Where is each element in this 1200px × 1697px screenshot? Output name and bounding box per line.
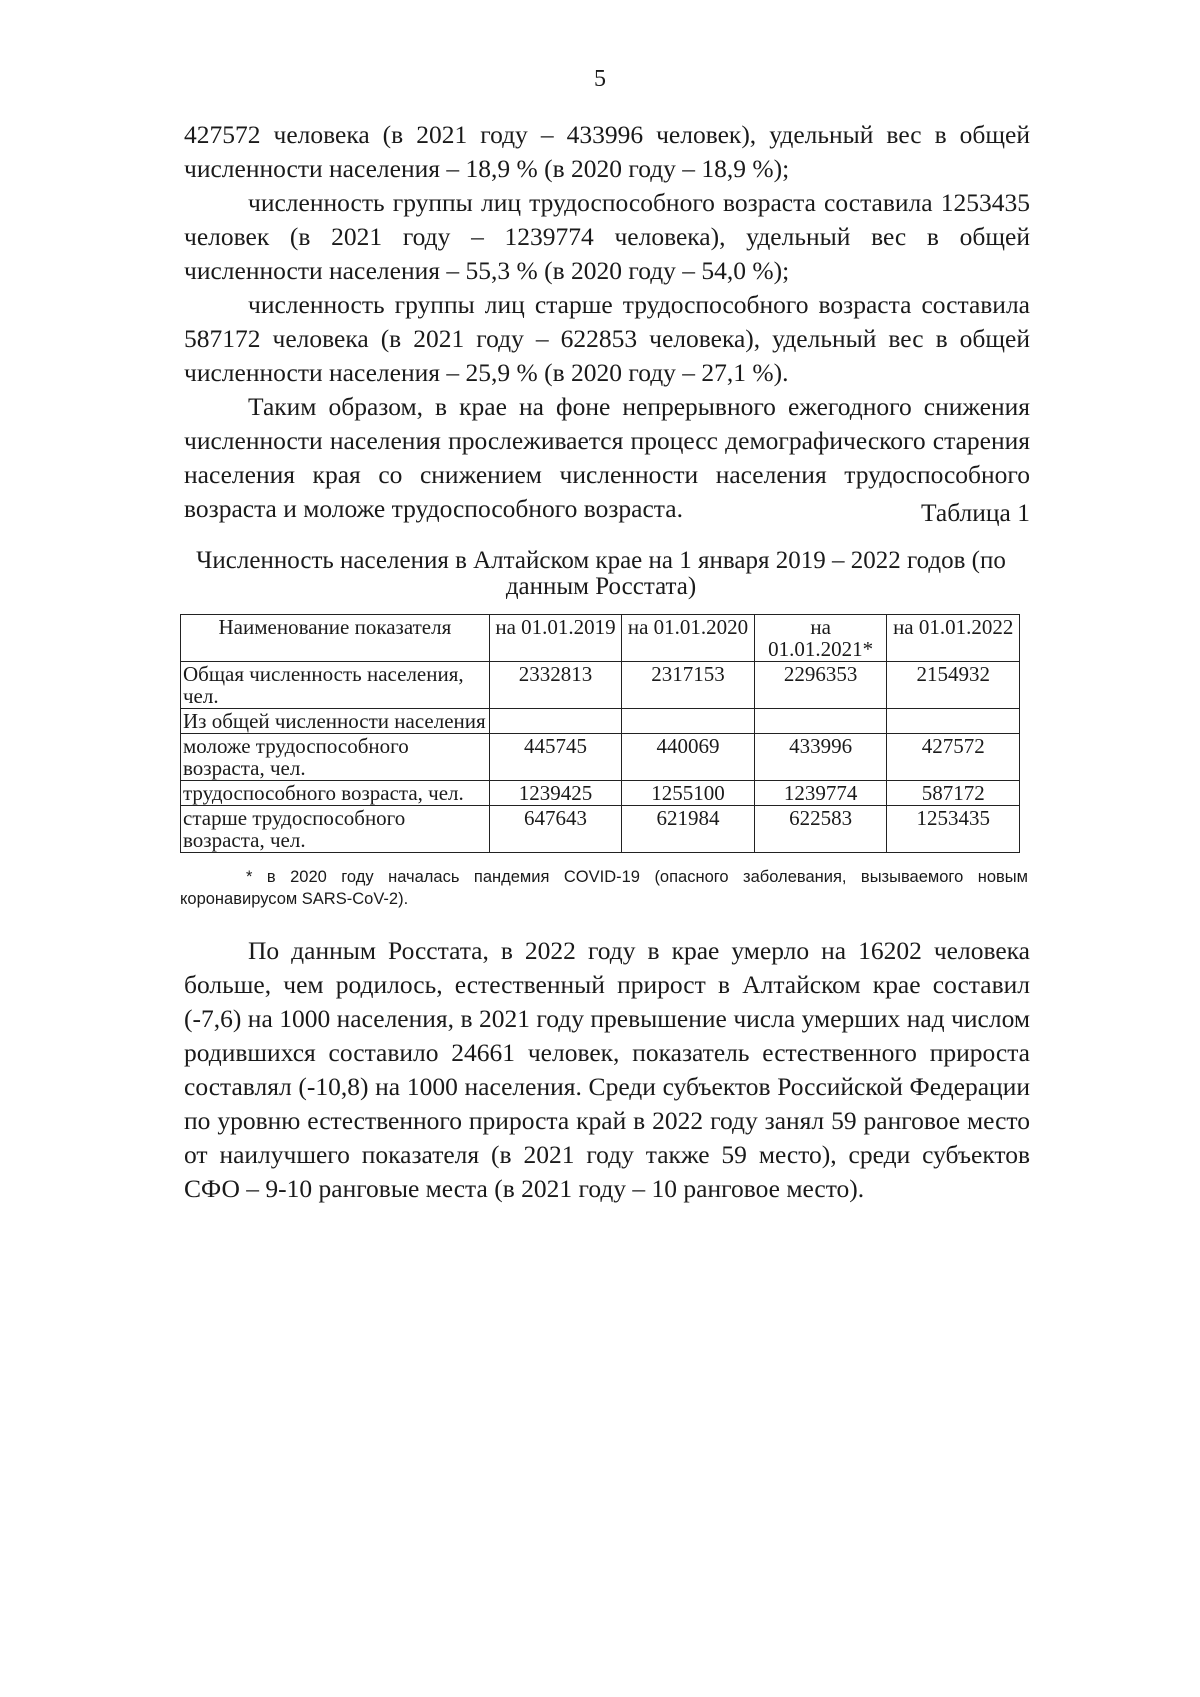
table-row bbox=[181, 709, 1020, 734]
body-text-top bbox=[184, 118, 1030, 526]
row-label: Общая численность населения, чел. bbox=[181, 662, 490, 709]
cell-value: 440069 bbox=[622, 734, 755, 781]
page-number: 5 bbox=[594, 66, 606, 92]
table-row bbox=[181, 662, 1020, 709]
table-title: Численность населения в Алтайском крае на 1 января 2019 – 2022 годов (по данным Росстата) bbox=[196, 547, 1006, 600]
paragraph-youth-count: 427572 человека (в 2021 году – 433996 человек), удельный вес в общей численности населения – 18,9 % (в 2020 году – 18,9 %); bbox=[184, 120, 1030, 183]
paragraph-older-age: численность группы лиц старше трудоспособного возраста составила 587172 человека (в 2021 году – 622853 человека), удельный вес в общей численности населения – 25,9 % (в 2020 году – 27,1 %). bbox=[184, 290, 1030, 387]
table-label: Таблица 1 bbox=[920, 498, 1030, 527]
table-row bbox=[181, 806, 1020, 853]
cell-value: 433996 bbox=[754, 734, 887, 781]
table-row bbox=[181, 734, 1020, 781]
body-text-bottom bbox=[184, 934, 1030, 1206]
table-footnote: * в 2020 году началась пандемия COVID-19 (опасного заболевания, вызываемого новым коронавирусом SARS-CoV-2). bbox=[180, 868, 1028, 908]
cell-value: 2332813 bbox=[489, 662, 622, 709]
cell-value: 587172 bbox=[887, 781, 1020, 806]
cell-value: 427572 bbox=[887, 734, 1020, 781]
table-row bbox=[181, 781, 1020, 806]
row-label: трудоспособного возраста, чел. bbox=[181, 781, 490, 806]
cell-value: 1239425 bbox=[489, 781, 622, 806]
cell-value: 1255100 bbox=[622, 781, 755, 806]
cell-value bbox=[489, 709, 622, 734]
row-label: моложе трудоспособного возраста, чел. bbox=[181, 734, 490, 781]
cell-value: 1239774 bbox=[754, 781, 887, 806]
row-label: Из общей численности населения bbox=[181, 709, 490, 734]
row-label: старше трудоспособного возраста, чел. bbox=[181, 806, 490, 853]
header-2021: на 01.01.2021* bbox=[754, 615, 887, 662]
cell-value: 622583 bbox=[754, 806, 887, 853]
header-2020: на 01.01.2020 bbox=[622, 615, 755, 662]
table-header-row bbox=[181, 615, 1020, 662]
paragraph-working-age: численность группы лиц трудоспособного возраста составила 1253435 человек (в 2021 году – 1239774 человека), удельный вес в общей численности населения – 55,3 % (в 2020 году – 54,0 %); bbox=[184, 188, 1030, 285]
paragraph-natural-growth: По данным Росстата, в 2022 году в крае умерло на 16202 человека больше, чем родилось, естественный прирост в Алтайском крае составил (-7,6) на 1000 населения, в 2021 году превышение числа умерших над числом родившихся составило 24661 человек, показатель естественного прироста составлял (-10,8) на 1000 населения. Среди субъектов Российской Федерации по уровню естественного прироста край в 2022 году занял 59 ранговое место от наилучшего показателя (в 2021 году также 59 место), среди субъектов СФО – 9-10 ранговые места (в 2021 году – 10 ранговое место). bbox=[184, 936, 1030, 1203]
header-2019: на 01.01.2019 bbox=[489, 615, 622, 662]
cell-value: 2154932 bbox=[887, 662, 1020, 709]
header-2022: на 01.01.2022 bbox=[887, 615, 1020, 662]
cell-value: 647643 bbox=[489, 806, 622, 853]
cell-value: 1253435 bbox=[887, 806, 1020, 853]
cell-value: 621984 bbox=[622, 806, 755, 853]
cell-value bbox=[622, 709, 755, 734]
cell-value bbox=[754, 709, 887, 734]
cell-value: 445745 bbox=[489, 734, 622, 781]
population-table bbox=[180, 614, 1020, 853]
header-indicator: Наименование показателя bbox=[181, 615, 490, 662]
cell-value: 2317153 bbox=[622, 662, 755, 709]
cell-value: 2296353 bbox=[754, 662, 887, 709]
paragraph-conclusion: Таким образом, в крае на фоне непрерывного ежегодного снижения численности населения прослеживается процесс демографического старения населения края со снижением численности населения трудоспособного возраста и моложе трудоспособного возраста. bbox=[184, 392, 1030, 523]
cell-value bbox=[887, 709, 1020, 734]
